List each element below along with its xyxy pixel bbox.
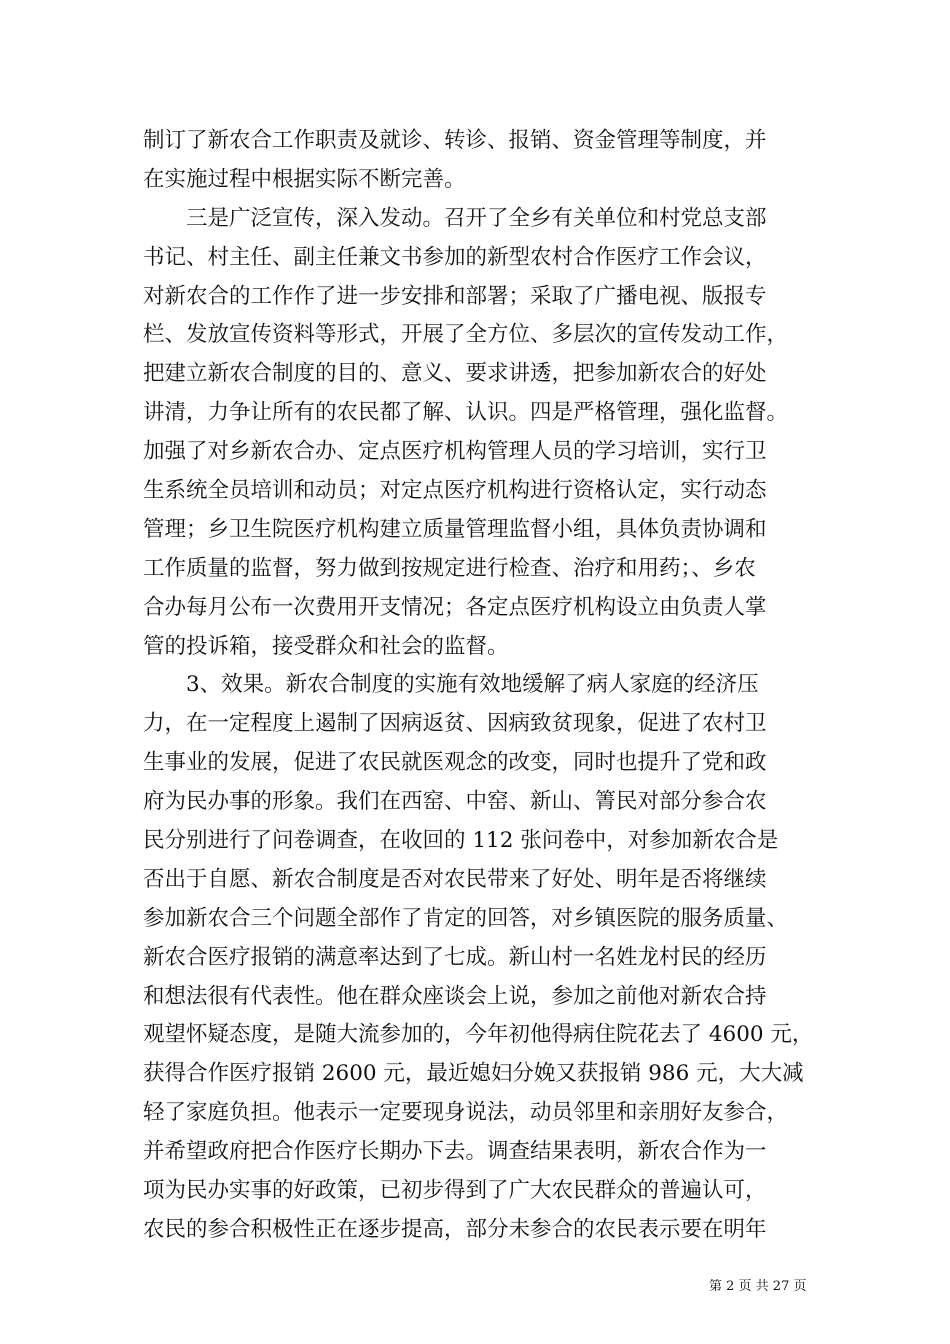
text-line: 讲清，力争让所有的农民都了解、认识。四是严格管理，强化监督。: [143, 400, 789, 426]
text-line: 观望怀疑态度，是随大流参加的，今年初他得病住院花去了 4600 元，: [143, 1022, 814, 1048]
text-line: 获得合作医疗报销 2600 元，最近媳妇分娩又获报销 986 元，大大减: [143, 1061, 804, 1087]
text-line: 并希望政府把合作医疗长期办下去。调查结果表明，新农合作为一: [143, 1139, 767, 1165]
text-line: 3、效果。新农合制度的实施有效地缓解了病人家庭的经济压: [143, 672, 759, 698]
text-line: 项为民办实事的好政策，已初步得到了广大农民群众的普遍认可，: [143, 1178, 767, 1204]
text-line: 合办每月公布一次费用开支情况；各定点医疗机构设立由负责人掌: [143, 594, 767, 620]
text-line: 三是广泛宣传，深入发动。召开了全乡有关单位和村党总支部: [143, 205, 767, 231]
text-line: 否出于自愿、新农合制度是否对农民带来了好处、明年是否将继续: [143, 866, 767, 892]
text-line: 农民的参合积极性正在逐步提高，部分未参合的农民表示要在明年: [143, 1216, 767, 1242]
text-line: 加强了对乡新农合办、定点医疗机构管理人员的学习培训，实行卫: [143, 439, 767, 465]
text-line: 新农合医疗报销的满意率达到了七成。新山村一名姓龙村民的经历: [143, 944, 767, 970]
text-line: 把建立新农合制度的目的、意义、要求讲透，把参加新农合的好处: [143, 361, 767, 387]
text-line: 对新农合的工作作了进一步安排和部署；采取了广播电视、版报专: [143, 283, 767, 309]
text-line: 生事业的发展，促进了农民就医观念的改变，同时也提升了党和政: [143, 750, 767, 776]
text-line: 力，在一定程度上遏制了因病返贫、因病致贫现象，促进了农村卫: [143, 711, 767, 737]
text-line: 参加新农合三个问题全部作了肯定的回答，对乡镇医院的服务质量、: [143, 905, 789, 931]
text-line: 生系统全员培训和动员；对定点医疗机构进行资格认定，实行动态: [143, 478, 767, 504]
body-text: [143, 122, 823, 1250]
text-line: 府为民办事的形象。我们在西窑、中窑、新山、箐民对部分参合农: [143, 789, 767, 815]
text-line: 民分别进行了问卷调查，在收回的 112 张问卷中，对参加新农合是: [143, 828, 779, 854]
text-line: 栏、发放宣传资料等形式，开展了全方位、多层次的宣传发动工作，: [143, 322, 789, 348]
text-line: 书记、村主任、副主任兼文书参加的新型农村合作医疗工作会议，: [143, 244, 767, 270]
text-line: 管理；乡卫生院医疗机构建立质量管理监督小组，具体负责协调和: [143, 516, 767, 542]
text-line: 在实施过程中根据实际不断完善。: [143, 166, 466, 192]
page-number-footer: 第 2 页 共 27 页: [709, 1279, 807, 1294]
text-line: 制订了新农合工作职责及就诊、转诊、报销、资金管理等制度，并: [143, 128, 767, 153]
text-line: 工作质量的监督，努力做到按规定进行检查、治疗和用药；、乡农: [143, 555, 756, 581]
text-line: 管的投诉箱，接受群众和社会的监督。: [143, 633, 509, 659]
text-line: 和想法很有代表性。他在群众座谈会上说，参加之前他对新农合持: [143, 983, 767, 1009]
text-line: 轻了家庭负担。他表示一定要现身说法，动员邻里和亲朋好友参合，: [143, 1100, 789, 1126]
